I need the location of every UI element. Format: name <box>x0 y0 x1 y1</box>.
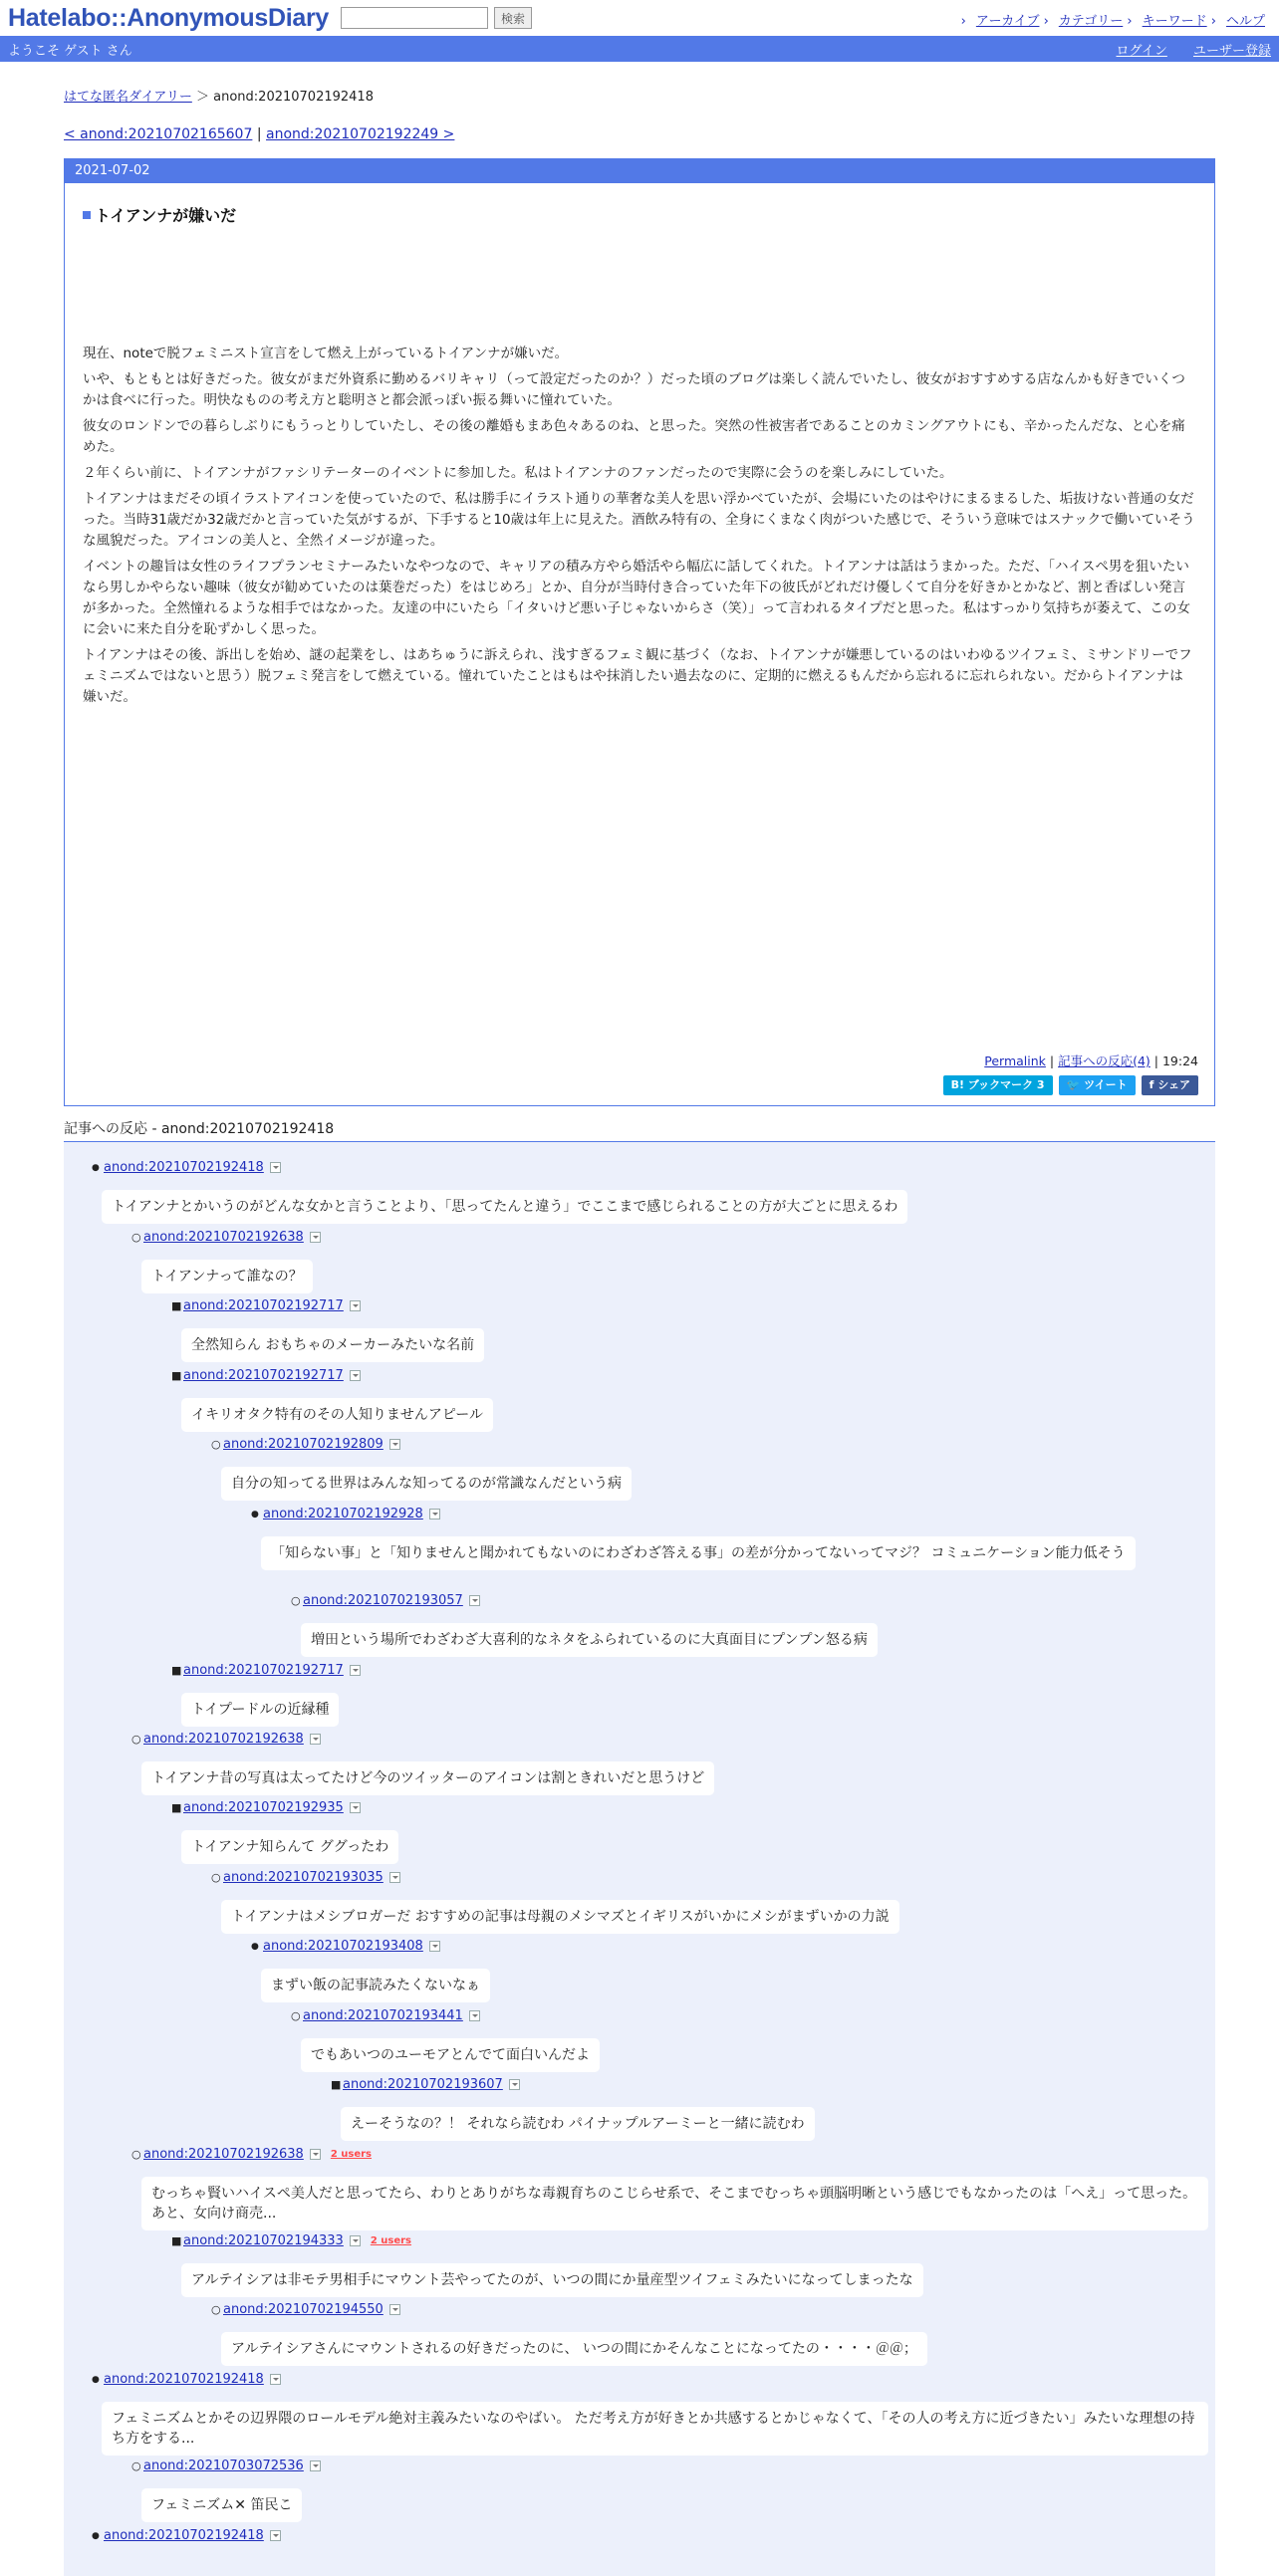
list-bullet-icon: ● <box>92 1162 100 1173</box>
reaction-header <box>211 2302 400 2317</box>
dropdown-toggle-icon[interactable] <box>469 2010 480 2021</box>
nav-archive-link[interactable]: アーカイブ <box>975 14 1040 29</box>
reactions-header-id: anond:20210702192418 <box>160 1121 335 1137</box>
dropdown-toggle-icon[interactable] <box>429 1941 440 1952</box>
reaction-body: フェミニズムとかその辺界隈のロールモデル絶対主義みたいなのやばい。 ただ考え方が好きとか共感するとかじゃなくて、「その人の考え方に近づきたい」みたいな理想の持ち方をする... <box>102 2402 1208 2456</box>
hatena-bookmark-button[interactable] <box>943 1075 1053 1095</box>
reaction-body: フェミニズム✕ 笛民こ <box>141 2488 302 2522</box>
breadcrumb <box>64 86 1215 105</box>
entry-paragraph: イベントの趣旨は女性のライフプランセミナーみたいなやつなので、キャリアの積み方やら婚活やら幅広に話してくれた。トイアンナは話はうまかった。ただ、「ハイスペ男を狙いたいなら男しかやらない趣味（彼女が勧めていたのは葉巻だった）をはじめろ」とか、自分が当時付き合っていた年下の彼氏がどれだけ優しくて自分を好きかとかなど、割と香ばしい発言が多かった。全然憧れるような相手ではなかった。友達の中にいたら「イタいけど悪い子じゃないからさ（笑）」って言われるタイプだと思った。私はすっかり気持ちが萎えて、この女に会いに来た自分を恥ずかしく思った。 <box>83 559 1190 637</box>
dropdown-toggle-icon[interactable] <box>310 2149 321 2160</box>
reaction-id-link[interactable]: anond:20210702192717 <box>183 1298 344 1313</box>
list-bullet-icon: ○ <box>291 1594 301 1607</box>
list-bullet-icon: ■ <box>171 1299 182 1312</box>
reactions-tree <box>64 1142 1215 2576</box>
list-bullet-icon: ● <box>92 2530 100 2541</box>
list-bullet-icon: ● <box>251 1509 259 1520</box>
site-logo[interactable]: Hatelabo::AnonymousDiary <box>8 3 330 32</box>
reaction-id-link[interactable]: anond:20210702192418 <box>104 2528 264 2543</box>
list-bullet-icon: ○ <box>131 2148 141 2161</box>
entry-paragraph: トイアンナはまだその頃イラストアイコンを使っていたので、私は勝手にイラスト通りの華奢な美人を思い浮かべていたが、会場にいたのはやけにまるまるした、垢抜けない普通の女だった。当時31歳だか32歳だかと言っていた気がするが、下手すると10歳は年上に見えた。酒飲み特有の、全身にくまなく肉がついた感じで、そういう意味ではスナックで働いていそうな風貌だった。アイコンの美人と、全然イメージが違った。 <box>83 491 1195 549</box>
dropdown-toggle-icon[interactable] <box>310 1232 321 1243</box>
caret-icon: › <box>960 14 966 29</box>
entry-time: 19:24 <box>1161 1054 1198 1068</box>
share-label: シェア <box>1157 1078 1190 1091</box>
reaction-header <box>92 1160 281 1175</box>
entry-title <box>83 203 1196 226</box>
entry-footer: Permalink | 記事への反応(4) | 19:24 <box>984 1054 1198 1068</box>
dropdown-toggle-icon[interactable] <box>350 1300 361 1311</box>
reaction-id-link[interactable]: anond:20210702192638 <box>143 1732 304 1747</box>
reaction-id-link[interactable]: anond:20210703072536 <box>143 2459 304 2473</box>
permalink-link[interactable]: Permalink <box>984 1054 1046 1068</box>
reaction-header <box>331 2077 520 2092</box>
reaction-body: でもあいつのユーモアとんでて面白いんだよ <box>301 2038 600 2072</box>
reaction-id-link[interactable]: anond:20210702192418 <box>104 2372 264 2387</box>
breadcrumb-home-link[interactable]: はてな匿名ダイアリー <box>64 90 192 105</box>
tweet-label: ツイート <box>1084 1078 1128 1091</box>
entry-paragraph: 彼女のロンドンでの暮らしぶりにもうっとりしていたし、その後の離婚もまあ色々あるのね、と思った。突然の性被害者であることのカミングアウトにも、辛かったんだな、と心を痛めた。 <box>83 418 1185 455</box>
list-bullet-icon: ○ <box>131 2459 141 2472</box>
dropdown-toggle-icon[interactable] <box>270 1162 281 1173</box>
reaction-header <box>211 1437 400 1452</box>
reaction-body: アルテイシアさんにマウントされるの好きだったのに、 いつの間にかそんなことになってたの・・・・＠＠； <box>221 2332 927 2366</box>
reaction-body: トイアンナって誰なの？ <box>141 1260 313 1293</box>
twitter-bird-icon: 🐦 <box>1066 1078 1081 1091</box>
dropdown-toggle-icon[interactable] <box>509 2079 520 2090</box>
reaction-body: まずい飯の記事読みたくないなぁ <box>261 1969 490 2002</box>
reactions-link[interactable]: 記事への反応(4) <box>1058 1054 1151 1068</box>
reaction-id-link[interactable]: anond:20210702192928 <box>263 1507 423 1522</box>
reaction-body: イキリオタク特有のその人知りませんアピール <box>181 1398 493 1432</box>
reaction-header <box>171 1298 361 1313</box>
entry-paragraph: 現在、noteで脱フェミニスト宣言をして燃え上がっているトイアンナが嫌いだ。 <box>83 346 569 361</box>
facebook-share-button[interactable] <box>1142 1075 1198 1095</box>
reaction-body: 「知らない事」と「知りませんと聞かれてもないのにわざわざ答える事」の差が分かってないってマジ？ コミュニケーション能力低そう <box>261 1536 1136 1570</box>
entry-paragraph: いや、もともとは好きだった。彼女がまだ外資系に勤めるバリキャリ（って設定だったのか？）だった頃のブログは楽しく読んでいたし、彼女がおすすめする店なんかも好きでいくつかは食べに行った。明快なものの考え方と聡明さと都会派っぽい振る舞いに憧れていた。 <box>83 371 1185 408</box>
dropdown-toggle-icon[interactable] <box>389 1439 400 1450</box>
login-link[interactable]: ログイン <box>1116 43 1167 59</box>
breadcrumb-current: anond:20210702192418 <box>213 90 374 105</box>
reaction-body: トイプードルの近縁種 <box>181 1693 339 1727</box>
reaction-header <box>291 2008 480 2023</box>
list-bullet-icon: ○ <box>211 1871 221 1884</box>
bookmark-users-badge[interactable]: 2 users <box>370 2235 412 2246</box>
reaction-header <box>211 1870 400 1885</box>
reaction-header <box>131 2147 372 2162</box>
title-square-icon[interactable] <box>83 211 91 219</box>
entry-box <box>64 158 1215 1106</box>
nav-keyword-link[interactable]: キーワード <box>1142 14 1207 29</box>
reaction-id-link[interactable]: anond:20210702193408 <box>263 1939 423 1954</box>
bookmark-label: B! ブックマーク <box>950 1078 1034 1091</box>
reaction-body: 増田という場所でわざわざ大喜利的なネタをふられているのに大真面目にプンプン怒る病 <box>301 1623 878 1657</box>
reaction-header <box>92 2528 281 2543</box>
reaction-id-link[interactable]: anond:20210702194333 <box>183 2233 344 2248</box>
dropdown-toggle-icon[interactable] <box>270 2374 281 2385</box>
list-bullet-icon: ■ <box>171 2234 182 2247</box>
caret-icon: › <box>1210 14 1216 29</box>
reaction-id-link[interactable]: anond:20210702192717 <box>183 1368 344 1383</box>
reaction-header <box>131 1732 321 1747</box>
caret-icon: › <box>1043 14 1049 29</box>
dropdown-toggle-icon[interactable] <box>270 2530 281 2541</box>
reaction-body: トイアンナ知らんて ググったわ <box>181 1830 398 1864</box>
top-bar <box>0 0 1279 36</box>
reaction-body: えーそうなの？！ それなら読むわ パイナップルアーミーと一緒に読むわ <box>341 2107 815 2141</box>
reaction-header <box>251 1507 440 1522</box>
dropdown-toggle-icon[interactable] <box>389 1872 400 1883</box>
search-input[interactable] <box>341 7 488 29</box>
reaction-header <box>131 1230 321 1245</box>
entry-paragraph: ２年くらい前に、トイアンナがファシリテーターのイベントに参加した。私はトイアンナのファンだったので実際に会うのを楽しみにしていた。 <box>83 465 953 481</box>
bookmark-count: 3 <box>1036 1078 1045 1091</box>
reaction-id-link[interactable]: anond:20210702192638 <box>143 1230 304 1245</box>
list-bullet-icon: ■ <box>171 1801 182 1814</box>
list-bullet-icon: ■ <box>331 2078 342 2091</box>
list-bullet-icon: ● <box>92 2374 100 2385</box>
main-content <box>64 86 1215 2576</box>
prev-entry-link[interactable]: < anond:20210702165607 <box>64 126 253 142</box>
dropdown-toggle-icon[interactable] <box>350 1665 361 1676</box>
dropdown-toggle-icon[interactable] <box>350 1802 361 1813</box>
pager-separator: | <box>256 126 262 142</box>
reactions-header <box>64 1118 1215 1142</box>
list-bullet-icon: ■ <box>171 1664 182 1677</box>
reaction-id-link[interactable]: anond:20210702193035 <box>223 1870 384 1885</box>
reaction-id-link[interactable]: anond:20210702193057 <box>303 1593 463 1608</box>
reaction-id-link[interactable]: anond:20210702192638 <box>143 2147 304 2162</box>
dropdown-toggle-icon[interactable] <box>350 1370 361 1381</box>
list-bullet-icon: ● <box>251 1941 259 1952</box>
dropdown-toggle-icon[interactable] <box>389 2304 400 2315</box>
facebook-icon: f <box>1149 1078 1154 1091</box>
list-bullet-icon: ○ <box>131 1733 141 1746</box>
reaction-id-link[interactable]: anond:20210702192717 <box>183 1663 344 1678</box>
reaction-header <box>131 2459 321 2473</box>
list-bullet-icon: ■ <box>171 1369 182 1382</box>
list-bullet-icon: ○ <box>131 1231 141 1244</box>
reaction-body: トイアンナはメシブロガーだ おすすめの記事は母親のメシマズとイギリスがいかにメシがまずいかの力説 <box>221 1900 899 1934</box>
reaction-body: 自分の知ってる世界はみんな知ってるのが常識なんだという病 <box>221 1467 632 1501</box>
dropdown-toggle-icon[interactable] <box>310 1734 321 1745</box>
dropdown-toggle-icon[interactable] <box>310 2460 321 2471</box>
reaction-id-link[interactable]: anond:20210702193441 <box>303 2008 463 2023</box>
next-entry-link[interactable]: anond:20210702192249 > <box>266 126 455 142</box>
reaction-header <box>171 2233 411 2248</box>
list-bullet-icon: ○ <box>211 1438 221 1451</box>
reaction-body: トイアンナとかいうのがどんな女かと言うことより、「思ってたんと違う」でここまで感じられることの方が大ごとに思えるわ <box>102 1190 907 1224</box>
reaction-id-link[interactable]: anond:20210702193607 <box>343 2077 503 2092</box>
share-buttons <box>943 1075 1198 1095</box>
reaction-header <box>171 1663 361 1678</box>
list-bullet-icon: ○ <box>211 2303 221 2316</box>
tweet-button[interactable] <box>1059 1075 1136 1095</box>
entry-pager <box>64 126 1215 142</box>
reaction-id-link[interactable]: anond:20210702192809 <box>223 1437 384 1452</box>
reaction-header <box>171 1368 361 1383</box>
entry-title-text: トイアンナが嫌いだ <box>95 206 237 225</box>
reaction-body: 全然知らん おもちゃのメーカーみたいな名前 <box>181 1328 484 1362</box>
search-button[interactable]: 検索 <box>494 7 532 29</box>
register-link[interactable]: ユーザー登録 <box>1192 43 1271 59</box>
caret-icon: › <box>1127 14 1133 29</box>
top-nav <box>961 10 1265 29</box>
reaction-header <box>92 2372 281 2387</box>
list-bullet-icon: ○ <box>291 2009 301 2022</box>
reaction-id-link[interactable]: anond:20210702194550 <box>223 2302 384 2317</box>
dropdown-toggle-icon[interactable] <box>469 1595 480 1606</box>
reaction-header <box>291 1593 480 1608</box>
reactions-header-label: 記事への反応 - <box>64 1121 157 1137</box>
reaction-id-link[interactable]: anond:20210702192418 <box>104 1160 264 1175</box>
dropdown-toggle-icon[interactable] <box>429 1509 440 1520</box>
nav-category-link[interactable]: カテゴリー <box>1058 14 1124 29</box>
reaction-body: トイアンナ昔の写真は太ってたけど今のツイッターのアイコンは割ときれいだと思うけど <box>141 1761 714 1795</box>
reaction-id-link[interactable]: anond:20210702192935 <box>183 1800 344 1815</box>
nav-help-link[interactable]: ヘルプ <box>1225 14 1265 29</box>
welcome-text: ようこそ ゲスト さん <box>8 43 132 59</box>
entry-body <box>83 344 1196 708</box>
user-bar <box>0 36 1279 62</box>
dropdown-toggle-icon[interactable] <box>350 2235 361 2246</box>
reaction-header <box>171 1800 361 1815</box>
reaction-body: アルテイシアは非モテ男相手にマウント芸やってたのが、いつの間にか量産型ツイフェミみたいになってしまったな <box>181 2263 923 2297</box>
breadcrumb-separator: ＞ <box>195 90 209 105</box>
bookmark-users-badge[interactable]: 2 users <box>330 2149 373 2160</box>
entry-date: 2021-07-02 <box>65 159 1214 183</box>
reaction-body: むっちゃ賢いハイスペ美人だと思ってたら、わりとありがちな毒親育ちのこじらせ系で、そこまでむっちゃ頭脳明晰という感じでもなかったのは「へえ」って思った。 あと、女向け商売... <box>141 2177 1208 2230</box>
reaction-header <box>251 1939 440 1954</box>
entry-paragraph: トイアンナはその後、訴出しを始め、謎の起業をし、はあちゅうに訴えられ、浅すぎるフェミ観に基づく（なお、トイアンナが嫌悪しているのはいわゆるツイフェミ、ミサンドリーでフェミニズムではないと思う）脱フェミ発言をして燃えている。憧れていたことはもはや抹消したい過去なのに、定期的に燃えるもんだから忘れるに忘れられない。だからトイアンナは嫌いだ。 <box>83 647 1192 705</box>
